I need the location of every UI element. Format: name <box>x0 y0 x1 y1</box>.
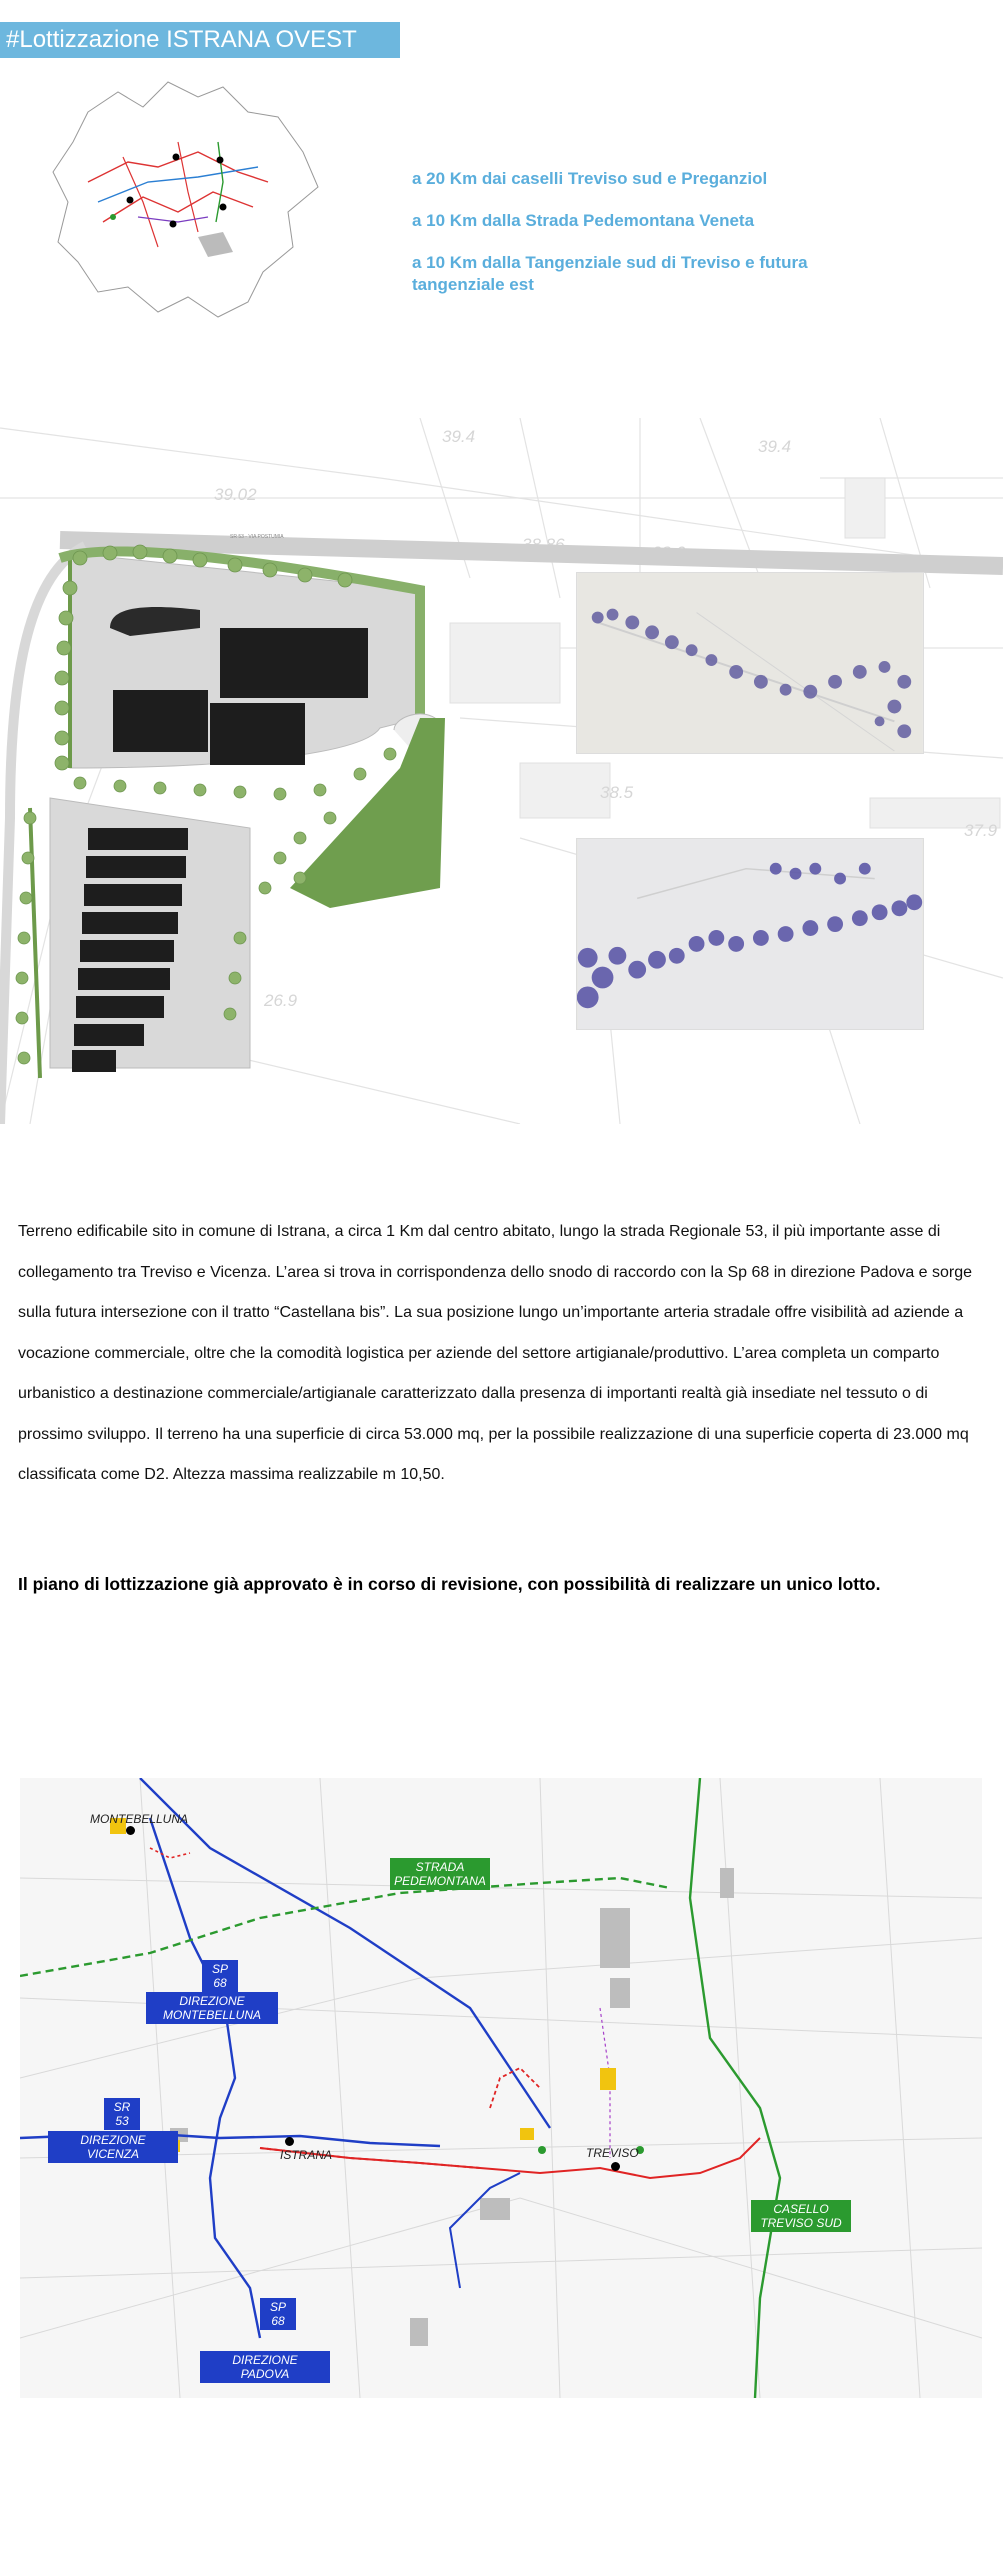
site-photo-2 <box>576 838 924 1030</box>
area-road-map <box>20 1778 982 2398</box>
town-marker-treviso <box>611 2162 620 2171</box>
highlight-item: a 20 Km dai caselli Treviso sud e Preganziol <box>412 169 768 188</box>
town-marker-montebelluna <box>126 1826 135 1835</box>
svg-text:SR 53 - VIA POSTUMIA: SR 53 - VIA POSTUMIA <box>230 534 284 540</box>
tag-direction-padova: DIREZIONE PADOVA <box>200 2351 330 2383</box>
svg-text:38.6: 38.6 <box>652 543 686 562</box>
town-label-treviso: TREVISO <box>586 2146 639 2160</box>
highlight-item: a 10 Km dalla Tangenziale sud di Treviso e futura tangenziale est <box>412 253 808 294</box>
svg-text:38.86: 38.86 <box>522 535 565 554</box>
svg-text:26.9: 26.9 <box>264 991 298 1010</box>
highlight-item: a 10 Km dalla Strada Pedemontana Veneta <box>412 211 755 230</box>
tag-direction-vicenza: DIREZIONE VICENZA <box>48 2131 178 2163</box>
town-label-montebelluna: MONTEBELLUNA <box>90 1812 189 1826</box>
svg-text:39.4: 39.4 <box>442 427 476 446</box>
region-location-map <box>48 72 328 322</box>
tag-sr53: SR 53 <box>104 2098 140 2130</box>
svg-text:39.02: 39.02 <box>214 485 257 504</box>
town-label-istrana: ISTRANA <box>280 2148 333 2162</box>
svg-text:37.9: 37.9 <box>964 821 998 840</box>
tag-direction-montebelluna: DIREZIONE MONTEBELLUNA <box>146 1992 278 2024</box>
plan-revision-note: Il piano di lottizzazione già approvato è in corso di revisione, con possibilità di realizzare un unico lotto. <box>18 1574 881 1594</box>
svg-text:38.5: 38.5 <box>600 783 634 802</box>
location-highlights <box>412 168 892 316</box>
page-title: #Lottizzazione ISTRANA OVEST <box>0 22 400 58</box>
tag-pedemontana: STRADA PEDEMONTANA <box>390 1858 490 1890</box>
tag-sp68-north: SP 68 <box>202 1960 238 1992</box>
svg-text:39.4: 39.4 <box>758 437 792 456</box>
property-description: Terreno edificabile sito in comune di Istrana, a circa 1 Km dal centro abitato, lungo la strada Regionale 53, il più importante asse di collegamento tra Treviso e Vicenza. L’area si trova in corrispondenza dello snodo di raccordo con la Sp 68 in direzione Padova e sorge sulla futura intersezione con il tratto “Castellana bis”. La sua posizione lungo un’importante arteria stradale offre visibilità ad aziende a vocazione commerciale, oltre che la comodità logistica per aziende del settore artigianale/produttivo. L’area completa un comparto urbanistico a destinazione commerciale/artigianale caratterizzato dalla presenza di importanti realtà già insediate nel tessuto o di prossimo sviluppo. Il terreno ha una superficie di circa 53.000 mq, per la possibile realizzazione di una superficie coperta di 23.000 mq classificata come D2. Altezza massima realizzabile m 10,50. <box>18 1223 973 1483</box>
tag-casello-treviso-sud: CASELLO TREVISO SUD <box>751 2200 851 2232</box>
tag-sp68-south: SP 68 <box>260 2298 296 2330</box>
road-network <box>20 1778 982 2398</box>
site-photo-1 <box>576 572 924 754</box>
town-marker-istrana <box>285 2137 294 2146</box>
